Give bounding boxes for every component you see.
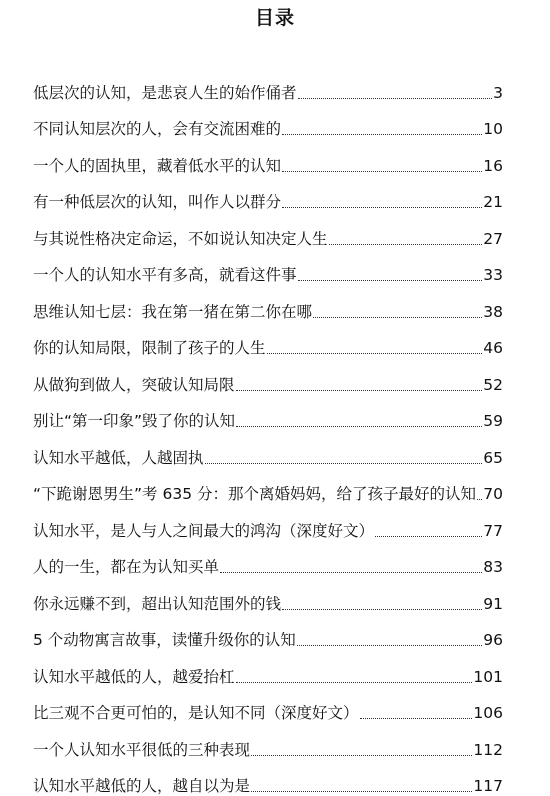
toc-entry-title: 一个人认知水平很低的三种表现 — [33, 740, 250, 760]
toc-entry-page-number: 10 — [483, 119, 503, 139]
toc-entry-title: 别让“第一印象”毁了你的认知 — [33, 411, 235, 431]
toc-entry-page-number: 21 — [483, 192, 503, 212]
dot-leader — [220, 571, 482, 573]
toc-entry[interactable] — [33, 723, 503, 760]
toc-entry-title: “下跪谢恩男生”考 635 分：那个离婚妈妈，给了孩子最好的认知 — [33, 484, 476, 504]
toc-entry[interactable] — [33, 614, 503, 651]
toc-entry-title: 你永远赚不到，超出认知范围外的钱 — [33, 594, 281, 614]
toc-entry[interactable] — [33, 249, 503, 286]
dot-leader — [267, 352, 483, 354]
toc-entry-page-number: 83 — [483, 557, 503, 577]
toc-entry-page-number: 65 — [483, 448, 503, 468]
dot-leader — [251, 790, 472, 792]
dot-leader — [298, 97, 493, 99]
toc-entry[interactable] — [33, 395, 503, 432]
toc-entry-page-number: 16 — [483, 156, 503, 176]
toc-entry[interactable] — [33, 577, 503, 614]
toc-entry-title: 不同认知层次的人，会有交流困难的 — [33, 119, 281, 139]
toc-entry[interactable] — [33, 687, 503, 724]
toc-entry-page-number: 91 — [483, 594, 503, 614]
toc-entry-title: 你的认知局限，限制了孩子的人生 — [33, 338, 266, 358]
toc-entry-page-number: 3 — [493, 83, 503, 103]
toc-entry[interactable] — [33, 504, 503, 541]
toc-entry-title: 认知水平越低，人越固执 — [33, 448, 204, 468]
toc-entry[interactable] — [33, 103, 503, 140]
toc-entry[interactable] — [33, 212, 503, 249]
dot-leader — [375, 535, 482, 537]
dot-leader — [236, 681, 473, 683]
toc-entry-page-number: 38 — [483, 302, 503, 322]
toc-entry-page-number: 70 — [483, 484, 503, 504]
toc-entry-title: 认知水平，是人与人之间最大的鸿沟（深度好文） — [33, 521, 374, 541]
toc-entry-page-number: 112 — [473, 740, 503, 760]
toc-entry-page-number: 101 — [473, 667, 503, 687]
toc-entry[interactable] — [33, 139, 503, 176]
toc-entry-title: 一个人的认知水平有多高，就看这件事 — [33, 265, 297, 285]
toc-entry[interactable] — [33, 66, 503, 103]
toc-entry-page-number: 52 — [483, 375, 503, 395]
toc-entry-page-number: 117 — [473, 776, 503, 796]
dot-leader — [282, 206, 482, 208]
toc-entry-page-number: 106 — [473, 703, 503, 723]
toc-entry-title: 有一种低层次的认知，叫作人以群分 — [33, 192, 281, 212]
toc-entry-title: 认知水平越低的人，越爱抬杠 — [33, 667, 235, 687]
toc-entry[interactable] — [33, 760, 503, 796]
toc-entry-page-number: 77 — [483, 521, 503, 541]
dot-leader — [282, 133, 482, 135]
toc-entry-page-number: 46 — [483, 338, 503, 358]
dot-leader — [313, 316, 482, 318]
dot-leader — [360, 717, 473, 719]
toc-entry[interactable] — [33, 431, 503, 468]
toc-entry-page-number: 59 — [483, 411, 503, 431]
toc-entry-page-number: 96 — [483, 630, 503, 650]
toc-entry[interactable] — [33, 541, 503, 578]
toc-entry[interactable] — [33, 650, 503, 687]
toc-entry-page-number: 27 — [483, 229, 503, 249]
toc-entry-title: 比三观不合更可怕的，是认知不同（深度好文） — [33, 703, 359, 723]
dot-leader — [251, 754, 472, 756]
toc-entry-title: 从做狗到做人，突破认知局限 — [33, 375, 235, 395]
toc-entry[interactable] — [33, 285, 503, 322]
dot-leader — [282, 170, 482, 172]
dot-leader — [297, 644, 482, 646]
toc-entry-page-number: 33 — [483, 265, 503, 285]
page-title: 目录 — [0, 5, 550, 31]
dot-leader — [205, 462, 483, 464]
dot-leader — [477, 498, 482, 500]
toc-entry-title: 思维认知七层：我在第一猪在第二你在哪 — [33, 302, 312, 322]
dot-leader — [236, 389, 483, 391]
dot-leader — [282, 608, 482, 610]
toc-entry[interactable] — [33, 468, 503, 505]
toc-entry-title: 一个人的固执里，藏着低水平的认知 — [33, 156, 281, 176]
toc-entry[interactable] — [33, 176, 503, 213]
toc-entry-title: 认知水平越低的人，越自以为是 — [33, 776, 250, 796]
toc-entry-title: 低层次的认知，是悲哀人生的始作俑者 — [33, 83, 297, 103]
dot-leader — [236, 425, 482, 427]
dot-leader — [329, 243, 483, 245]
toc-entry-title: 5 个动物寓言故事，读懂升级你的认知 — [33, 630, 296, 650]
table-of-contents — [33, 66, 503, 796]
toc-entry-title: 人的一生，都在为认知买单 — [33, 557, 219, 577]
toc-entry[interactable] — [33, 322, 503, 359]
dot-leader — [298, 279, 483, 281]
toc-entry[interactable] — [33, 358, 503, 395]
toc-entry-title: 与其说性格决定命运，不如说认知决定人生 — [33, 229, 328, 249]
